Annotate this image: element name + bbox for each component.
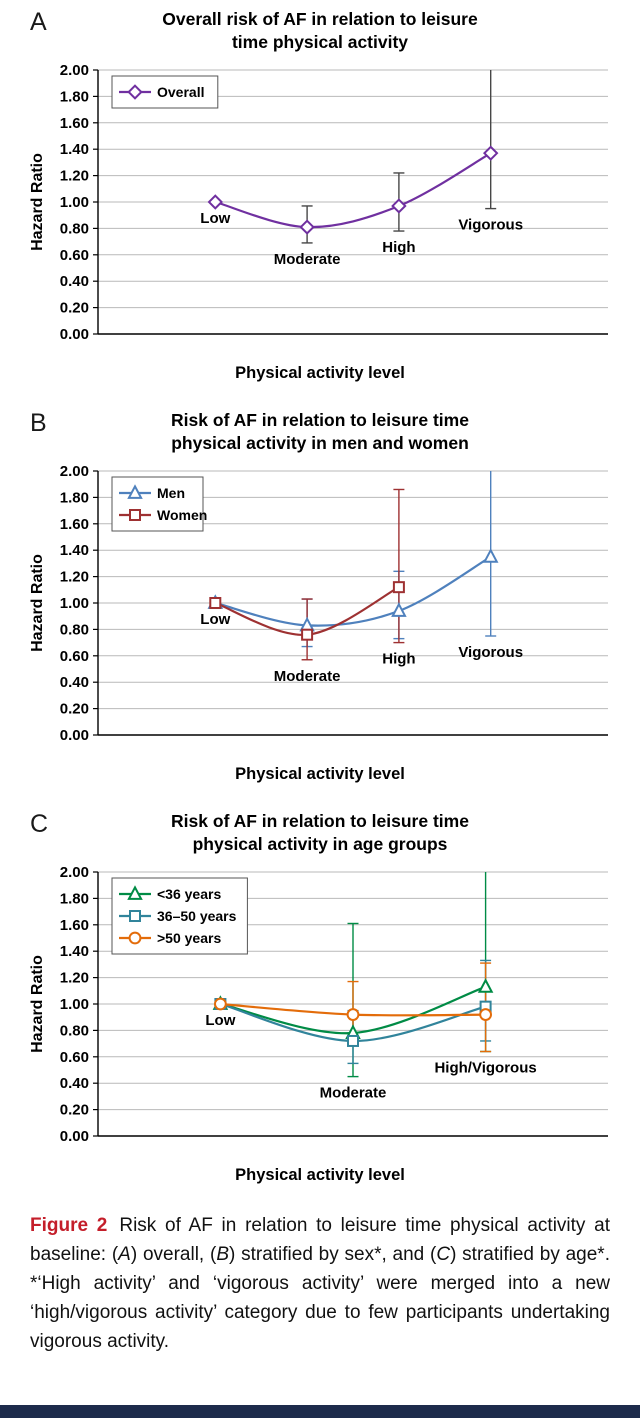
svg-text:Hazard Ratio: Hazard Ratio	[29, 554, 46, 652]
svg-text:Overall: Overall	[157, 84, 205, 100]
svg-text:<36 years: <36 years	[157, 886, 222, 902]
panel-b-header	[0, 409, 640, 459]
svg-text:2.00: 2.00	[59, 62, 89, 79]
panel-c-x-axis-title: Physical activity level	[235, 1166, 405, 1184]
chart-a-plot	[20, 62, 620, 362]
panel-b-title-line1: Risk of AF in relation to leisure time	[171, 410, 469, 430]
svg-text:Moderate: Moderate	[319, 1084, 387, 1102]
svg-text:1.20: 1.20	[59, 969, 89, 987]
svg-text:0.20: 0.20	[59, 700, 89, 718]
svg-text:2.00: 2.00	[59, 864, 89, 881]
svg-text:Men: Men	[157, 485, 185, 501]
panel-a-x-axis-title: Physical activity level	[235, 364, 405, 382]
svg-text:High: High	[382, 650, 416, 668]
svg-text:Hazard Ratio: Hazard Ratio	[29, 955, 46, 1053]
panel-a-title-line2: time physical activity	[231, 32, 409, 52]
svg-text:0.80: 0.80	[59, 1022, 89, 1040]
panel-a-header	[0, 8, 640, 58]
caption-body: Risk of AF in relation to leisure time physical activity at baseline: (A) overall, (B) stratified by sex*, and (C) stratified by age*. *‘High activity’ and ‘vigorous activity’ were merged into a new ‘high/vigorous activity’ category due to few participants undertaking vigorous activity.	[30, 1215, 610, 1352]
svg-text:2.00: 2.00	[59, 463, 89, 480]
svg-text:1.40: 1.40	[59, 943, 89, 961]
svg-text:0.20: 0.20	[59, 299, 89, 317]
panel-b-letter: B	[30, 409, 47, 437]
svg-text:0.40: 0.40	[59, 273, 89, 291]
panel-a-title-line1: Overall risk of AF in relation to leisure	[162, 9, 478, 29]
svg-text:0.00: 0.00	[59, 326, 89, 343]
svg-text:1.00: 1.00	[59, 194, 89, 211]
svg-text:1.60: 1.60	[59, 515, 89, 533]
svg-text:High: High	[382, 239, 416, 257]
panel-c-letter: C	[30, 810, 49, 838]
svg-text:0.80: 0.80	[59, 621, 89, 639]
panel-b-x-axis-title: Physical activity level	[235, 765, 405, 783]
svg-text:0.00: 0.00	[59, 1128, 89, 1145]
panel-c-title-line1: Risk of AF in relation to leisure time	[171, 811, 469, 831]
svg-text:1.80: 1.80	[59, 890, 89, 908]
bottom-bar	[0, 1405, 640, 1418]
svg-text:Vigorous: Vigorous	[458, 216, 524, 234]
panel-a	[0, 8, 640, 383]
svg-text:0.80: 0.80	[59, 220, 89, 238]
svg-text:1.20: 1.20	[59, 568, 89, 586]
svg-text:Low: Low	[205, 1012, 236, 1029]
svg-text:1.40: 1.40	[59, 141, 89, 159]
svg-text:>50 years: >50 years	[157, 930, 222, 946]
svg-text:0.60: 0.60	[59, 1048, 89, 1066]
svg-text:1.40: 1.40	[59, 542, 89, 560]
chart-b-plot	[20, 463, 620, 763]
svg-text:0.00: 0.00	[59, 727, 89, 744]
panel-a-letter: A	[30, 8, 47, 36]
svg-text:1.60: 1.60	[59, 916, 89, 934]
svg-text:1.00: 1.00	[59, 996, 89, 1013]
svg-text:Hazard Ratio: Hazard Ratio	[29, 153, 46, 251]
svg-text:Moderate: Moderate	[273, 250, 341, 268]
svg-text:0.40: 0.40	[59, 674, 89, 692]
svg-text:Low: Low	[200, 611, 231, 628]
svg-text:0.60: 0.60	[59, 647, 89, 665]
svg-text:Vigorous: Vigorous	[458, 644, 524, 661]
svg-text:0.40: 0.40	[59, 1075, 89, 1093]
svg-text:1.80: 1.80	[59, 489, 89, 507]
figure-caption	[30, 1211, 610, 1356]
svg-text:1.00: 1.00	[59, 595, 89, 612]
svg-text:36–50 years: 36–50 years	[157, 908, 237, 924]
svg-text:1.60: 1.60	[59, 114, 89, 132]
panel-b-title	[0, 409, 640, 455]
svg-text:Low: Low	[200, 210, 231, 227]
panel-b	[0, 409, 640, 784]
svg-text:0.20: 0.20	[59, 1101, 89, 1119]
svg-text:1.20: 1.20	[59, 167, 89, 185]
svg-text:Moderate: Moderate	[273, 667, 341, 685]
caption-label: Figure 2	[30, 1215, 108, 1236]
panel-a-title	[0, 8, 640, 54]
chart-c-plot	[20, 864, 620, 1164]
panel-c-title-line2: physical activity in age groups	[192, 834, 448, 854]
svg-text:High/Vigorous: High/Vigorous	[434, 1059, 537, 1077]
panel-c-title	[0, 810, 640, 856]
svg-text:Women: Women	[157, 507, 208, 523]
panel-c	[0, 810, 640, 1185]
panel-b-title-line2: physical activity in men and women	[171, 433, 469, 453]
svg-text:1.80: 1.80	[59, 88, 89, 106]
svg-text:0.60: 0.60	[59, 246, 89, 264]
panel-c-header	[0, 810, 640, 860]
